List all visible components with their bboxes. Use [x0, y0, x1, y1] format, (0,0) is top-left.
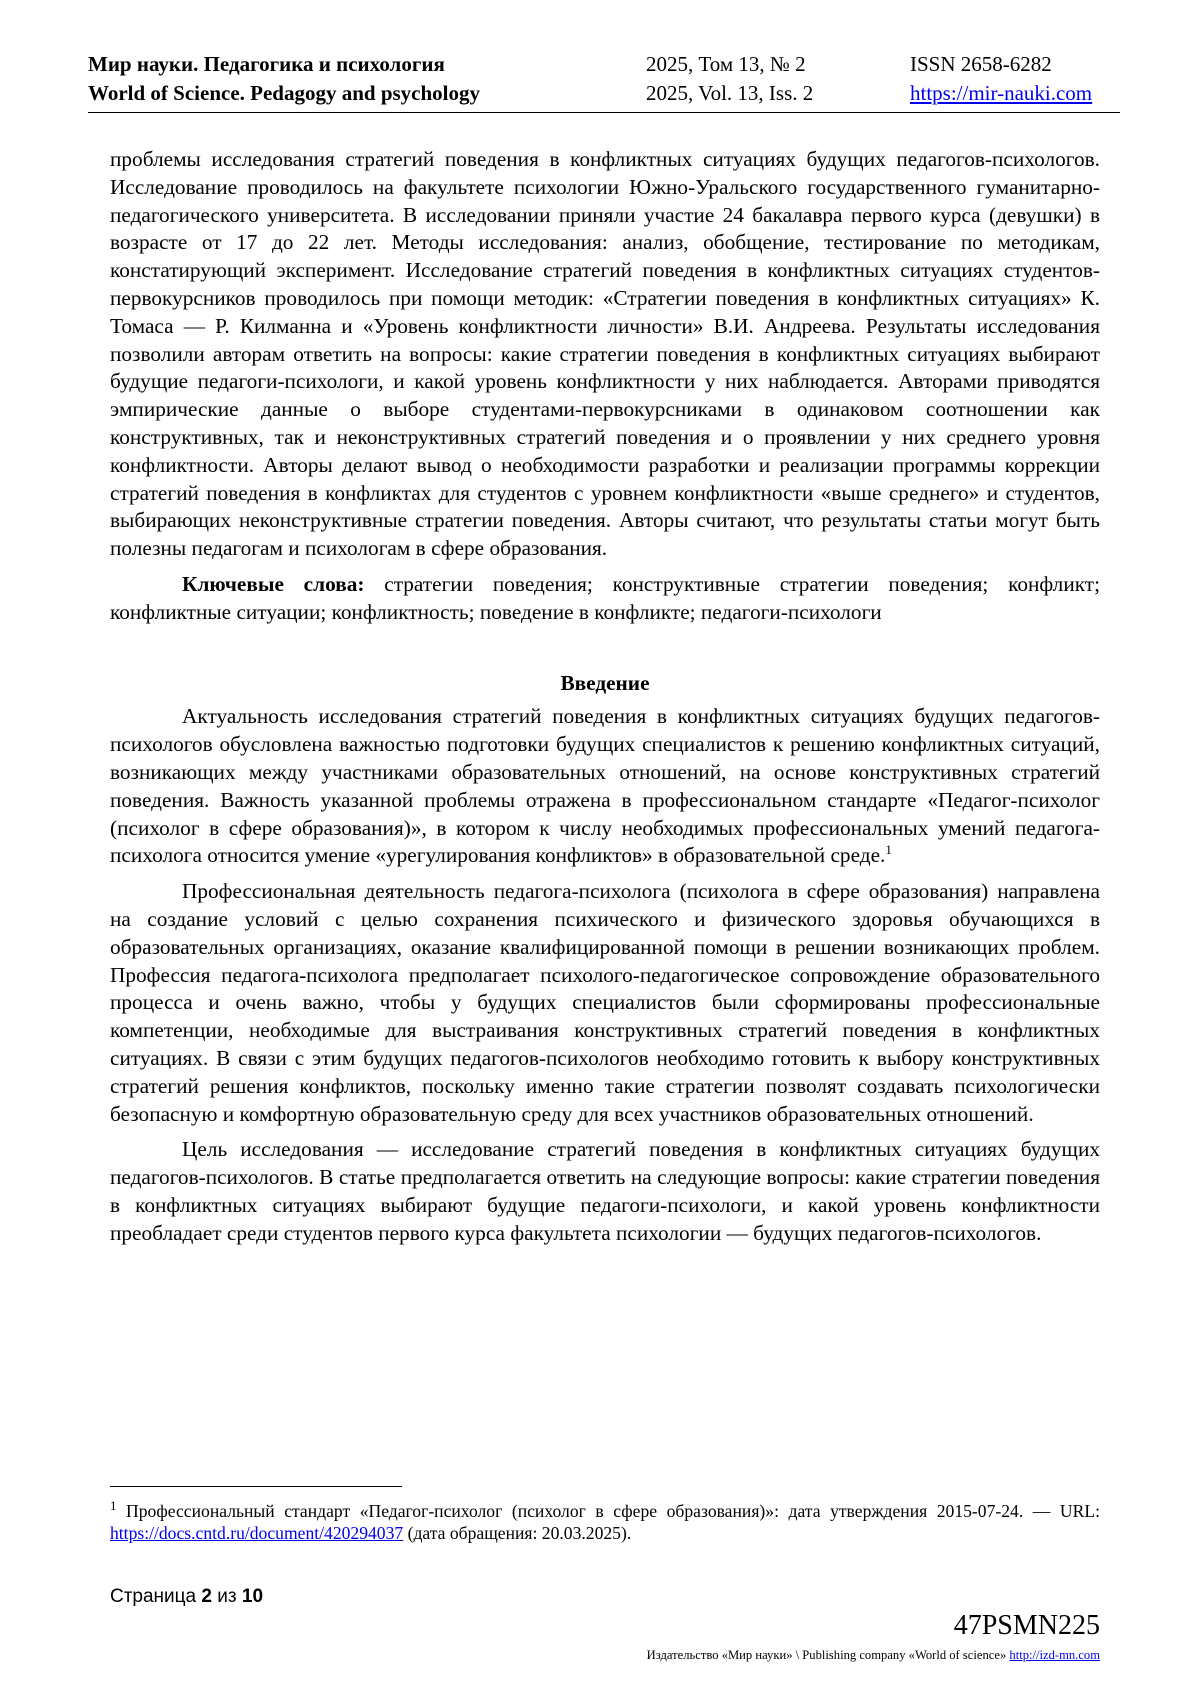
abstract-text: проблемы исследования стратегий поведения в конфликтных ситуациях будущих педагогов-психологов. Исследование проводилось на факультете психологии Южно-Уральского государственного гуманитарно-педагогического университета. В исследовании приняли участие 24 бакалавра первого курса (девушки) в возрасте от 17 до 22 лет. Методы исследования: анализ, обобщение, тестирование по методикам, констатирующий эксперимент. Исследование стратегий поведения в конфликтных ситуациях студентов-первокурсников проводилось при помощи методик: «Стратегии поведения в конфликтных ситуациях» К. Томаса — Р. Килманна и «Уровень конфликтности личности» В.И. Андреева. Результаты исследования позволили авторам ответить на вопросы: какие стратегии поведения в конфликтных ситуациях выбирают будущие педагоги-психологи, и какой уровень конфликтности у них наблюдается. Авторами приводятся эмпирические данные о выборе студентами-первокурсниками в одинаковом соотношении как конструктивных, так и неконструктивных стратегий поведения и о проявлении у них среднего уровня конфликтности. Авторы делают вывод о необходимости разработки и реализации программы коррекции стратегий поведения в конфликтах для студентов с уровнем конфликтности «выше среднего» и студентов, выбирающих неконструктивные стратегии поведения. Авторы считают, что результаты статьи могут быть полезны педагогам и психологам в сфере образования.: [110, 147, 1100, 561]
issn-block: [910, 50, 1092, 108]
keywords: [110, 571, 1100, 627]
publisher-line: [647, 1648, 1100, 1663]
page-separator: из: [211, 1586, 242, 1607]
journal-header: [88, 50, 1120, 113]
intro-paragraph-1-text: Актуальность исследования стратегий поведения в конфликтных ситуациях будущих педагогов-психологов обусловлена важностью подготовки будущих специалистов к решению конфликтных ситуаций, возникающих между участниками образовательных отношений, на основе конструктивных стратегий поведения. Важность указанной проблемы отражена в профессиональном стандарте «Педагог-психолог (психолог в сфере образования)», в котором к числу необходимых профессиональных умений педагога-психолога относится умение «урегулирования конфликтов» в образовательной среде.: [110, 704, 1100, 868]
section-title: Введение: [560, 670, 650, 695]
issue-block: [646, 50, 813, 108]
intro-paragraph-3: Цель исследования — исследование стратегий поведения в конфликтных ситуациях будущих педагогов-психологов. В статье предполагается ответить на следующие вопросы: какие стратегии поведения в конфликтных ситуациях выбирают будущие педагоги-психологи, и какой уровень конфликтности преобладает среди студентов первого курса факультета психологии — будущих педагогов-психологов.: [110, 1137, 1100, 1245]
keywords-label: Ключевые слова:: [182, 571, 365, 596]
page-prefix: Страница: [110, 1586, 202, 1607]
journal-site-link[interactable]: https://mir-nauki.com: [910, 81, 1093, 105]
issue-ru: 2025, Том 13, № 2: [646, 52, 806, 76]
page-total: 10: [241, 1586, 264, 1607]
keywords-text: стратегии поведения; конструктивные стратегии поведения; конфликт; конфликтные ситуации; конфликтность; поведение в конфликте; педагоги-психологи: [110, 571, 1100, 624]
journal-title-block: [88, 50, 480, 108]
footnote-link[interactable]: https://docs.cntd.ru/document/420294037: [110, 1523, 404, 1543]
footnote-divider: [110, 1486, 402, 1487]
footnote-text: Профессиональный стандарт «Педагог-психолог (психолог в сфере образования)»: дата утверждения 2015-07-24. — URL:: [116, 1501, 1100, 1521]
footnote: [110, 1500, 1100, 1544]
footnote-tail: (дата обращения: 20.03.2025).: [403, 1523, 632, 1543]
intro-paragraph-2: Профессиональная деятельность педагога-психолога (психолога в сфере образования) направлена на создание условий с целью сохранения психического и физического здоровья обучающихся в образовательных организациях, оказание квалифицированной помощи в решении возникающих проблем. Профессия педагога-психолога предполагает психолого-педагогическое сопровождение образовательного процесса и очень важно, чтобы у будущих специалистов были сформированы профессиональные компетенции, необходимые для выстраивания конструктивных стратегий поведения в конфликтных ситуациях. В связи с этим будущих педагогов-психологов необходимо готовить к выбору конструктивных стратегий решения конфликтов, поскольку именно такие стратегии позволят создавать психологически безопасную и комфортную образовательную среду для всех участников образовательных отношений.: [110, 879, 1100, 1126]
journal-title-ru: Мир науки. Педагогика и психология: [88, 52, 445, 76]
issue-en: 2025, Vol. 13, Iss. 2: [646, 81, 814, 105]
footnote-mark: 1: [110, 1498, 117, 1514]
intro-paragraph-1: [110, 703, 1100, 870]
journal-title-en: World of Science. Pedagogy and psychology: [88, 81, 481, 105]
publisher-text: Издательство «Мир науки» \ Publishing company «World of science»: [646, 1648, 1010, 1662]
footnote-ref[interactable]: 1: [885, 842, 892, 858]
article-body: [110, 146, 1100, 1247]
issn: ISSN 2658-6282: [910, 52, 1052, 76]
page-number: [110, 1586, 263, 1608]
article-code: 47PSMN225: [953, 1610, 1100, 1641]
publisher-link[interactable]: http://izd-mn.com: [1009, 1648, 1100, 1662]
page-current: 2: [201, 1586, 212, 1607]
